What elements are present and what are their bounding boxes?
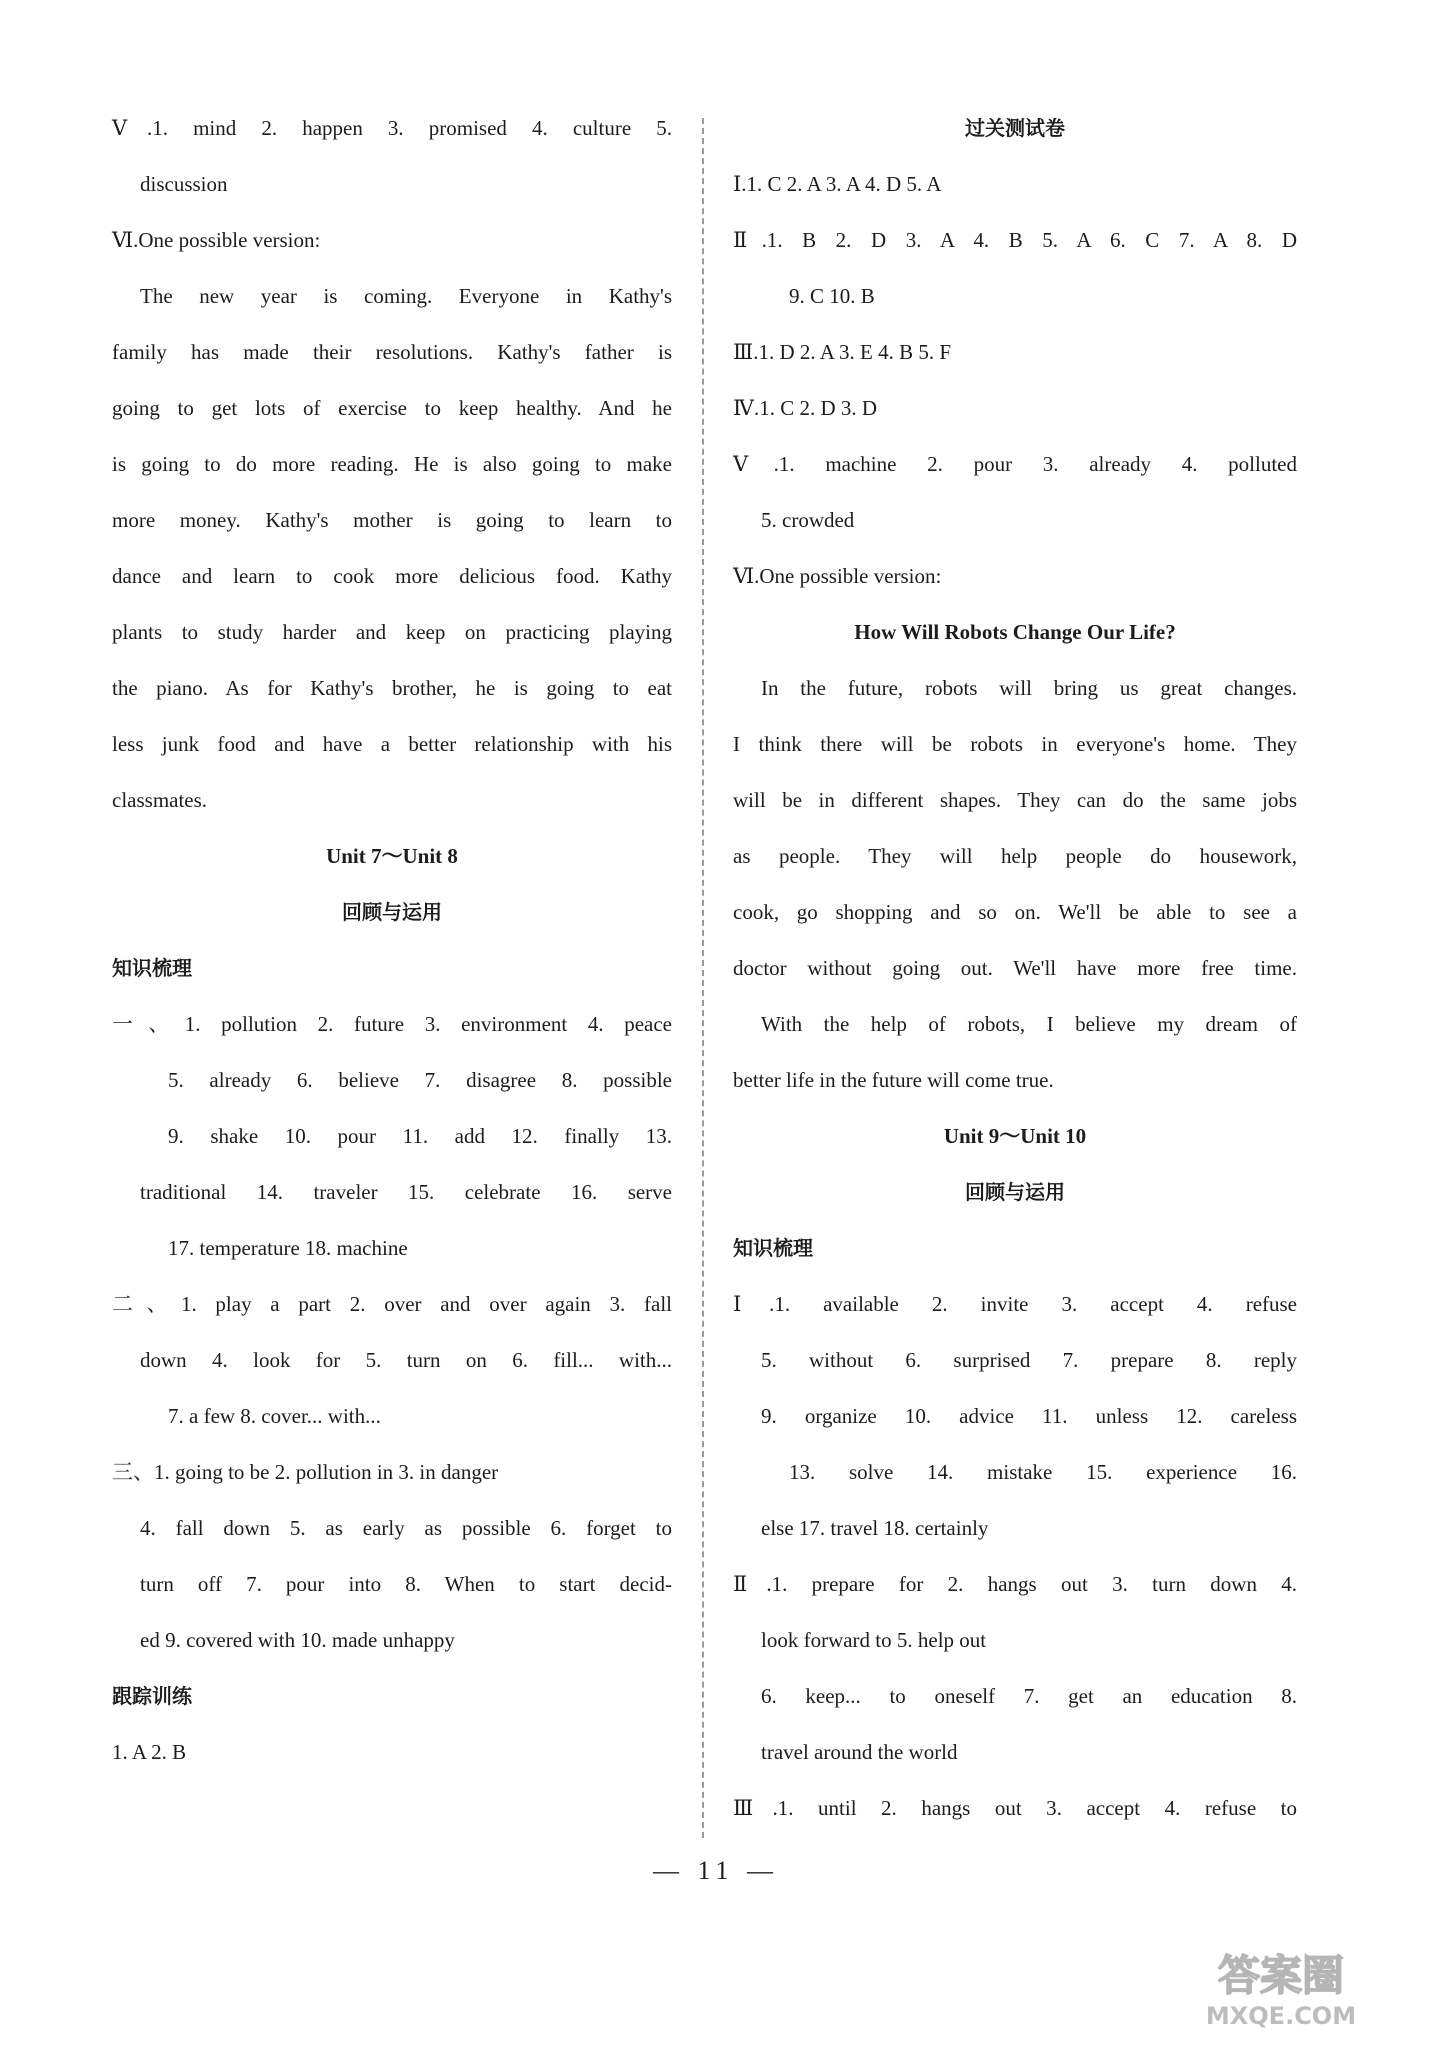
left-line: 5. already 6. believe 7. disagree 8. possible [168, 1068, 672, 1092]
left-line: 7. a few 8. cover... with... [168, 1404, 381, 1428]
column-divider [702, 118, 704, 1838]
right-line: better life in the future will come true. [733, 1068, 1054, 1092]
right-line: Ⅲ.1. D 2. A 3. E 4. B 5. F [733, 340, 952, 364]
right-line: How Will Robots Change Our Life? [854, 620, 1176, 644]
page-number: — 11 — [652, 1856, 780, 1885]
left-line: family has made their resolutions. Kathy's father is [112, 340, 672, 364]
right-line: Ⅰ.1. available 2. invite 3. accept 4. refuse [733, 1292, 1297, 1316]
left-line: discussion [140, 172, 228, 196]
left-line: Ⅵ.One possible version: [112, 228, 321, 252]
left-line: traditional 14. traveler 15. celebrate 16. serve [140, 1180, 672, 1204]
watermark-logo [1166, 1940, 1396, 2032]
right-line: 回顾与运用 [965, 1180, 1065, 1204]
left-line: plants to study harder and keep on practicing playing [112, 620, 672, 644]
right-line: as people. They will help people do housework, [733, 844, 1297, 868]
right-line: 5. without 6. surprised 7. prepare 8. reply [761, 1348, 1297, 1372]
right-line: I think there will be robots in everyone's home. They [733, 732, 1297, 756]
right-line: Unit 9～Unit 10 [943, 1124, 1087, 1148]
left-line: ed 9. covered with 10. made unhappy [140, 1628, 455, 1652]
watermark-bottom-text: MXQE.COM [1205, 2002, 1357, 2030]
left-line: 17. temperature 18. machine [168, 1236, 408, 1260]
left-line: 三、1. going to be 2. pollution in 3. in danger [112, 1460, 499, 1484]
right-line: 9. organize 10. advice 11. unless 12. careless [761, 1404, 1297, 1428]
left-line: 1. A 2. B [112, 1740, 187, 1764]
right-line: Ⅵ.One possible version: [733, 564, 942, 588]
left-line: dance and learn to cook more delicious food. Kathy [112, 564, 672, 588]
left-line: less junk food and have a better relationship with his [112, 732, 672, 756]
right-line: else 17. travel 18. certainly [761, 1516, 989, 1540]
right-line: Ⅳ.1. C 2. D 3. D [733, 396, 878, 420]
right-line: 9. C 10. B [789, 284, 875, 308]
right-line: doctor without going out. We'll have more free time. [733, 956, 1297, 980]
right-line: Ⅰ.1. C 2. A 3. A 4. D 5. A [733, 172, 942, 196]
right-line: will be in different shapes. They can do the same jobs [733, 788, 1297, 812]
right-line: 13. solve 14. mistake 15. experience 16. [789, 1460, 1297, 1484]
left-line: the piano. As for Kathy's brother, he is going to eat [112, 676, 672, 700]
right-line: travel around the world [761, 1740, 958, 1764]
left-line: 知识梳理 [112, 956, 192, 980]
left-line: more money. Kathy's mother is going to learn to [112, 508, 672, 532]
right-line: With the help of robots, I believe my dream of [761, 1012, 1297, 1036]
left-line: classmates. [112, 788, 208, 812]
left-line: The new year is coming. Everyone in Kathy's [140, 284, 672, 308]
left-line: down 4. look for 5. turn on 6. fill... with... [140, 1348, 672, 1372]
right-line: cook, go shopping and so on. We'll be able to see a [733, 900, 1297, 924]
left-line: 回顾与运用 [342, 900, 442, 924]
left-line: 二、1. play a part 2. over and over again 3. fall [112, 1292, 672, 1316]
left-line: turn off 7. pour into 8. When to start decid- [140, 1572, 672, 1596]
right-line: Ⅲ.1. until 2. hangs out 3. accept 4. refuse to [733, 1796, 1297, 1820]
left-line: Unit 7～Unit 8 [326, 844, 458, 868]
left-line: 跟踪训练 [112, 1684, 192, 1708]
left-line: Ⅴ.1. mind 2. happen 3. promised 4. culture 5. [112, 116, 672, 140]
left-line: 4. fall down 5. as early as possible 6. forget to [140, 1516, 672, 1540]
right-line: 5. crowded [761, 508, 855, 532]
right-line: Ⅱ.1. prepare for 2. hangs out 3. turn down 4. [733, 1572, 1297, 1596]
left-line: 9. shake 10. pour 11. add 12. finally 13. [168, 1124, 672, 1148]
right-line: 过关测试卷 [965, 116, 1065, 140]
left-column [112, 100, 672, 1780]
left-line: going to get lots of exercise to keep healthy. And he [112, 396, 672, 420]
right-line: 6. keep... to oneself 7. get an education 8. [761, 1684, 1297, 1708]
right-line: In the future, robots will bring us great changes. [761, 676, 1297, 700]
left-line: 一、1. pollution 2. future 3. environment 4. peace [112, 1012, 672, 1036]
right-line: 知识梳理 [733, 1236, 813, 1260]
right-line: Ⅴ.1. machine 2. pour 3. already 4. polluted [733, 452, 1297, 476]
right-column [733, 100, 1297, 1836]
right-line: Ⅱ.1. B 2. D 3. A 4. B 5. A 6. C 7. A 8. D [733, 228, 1297, 252]
left-line: is going to do more reading. He is also going to make [112, 452, 672, 476]
right-line: look forward to 5. help out [761, 1628, 987, 1652]
watermark-top-text: 答案圈 [1217, 1951, 1345, 2000]
